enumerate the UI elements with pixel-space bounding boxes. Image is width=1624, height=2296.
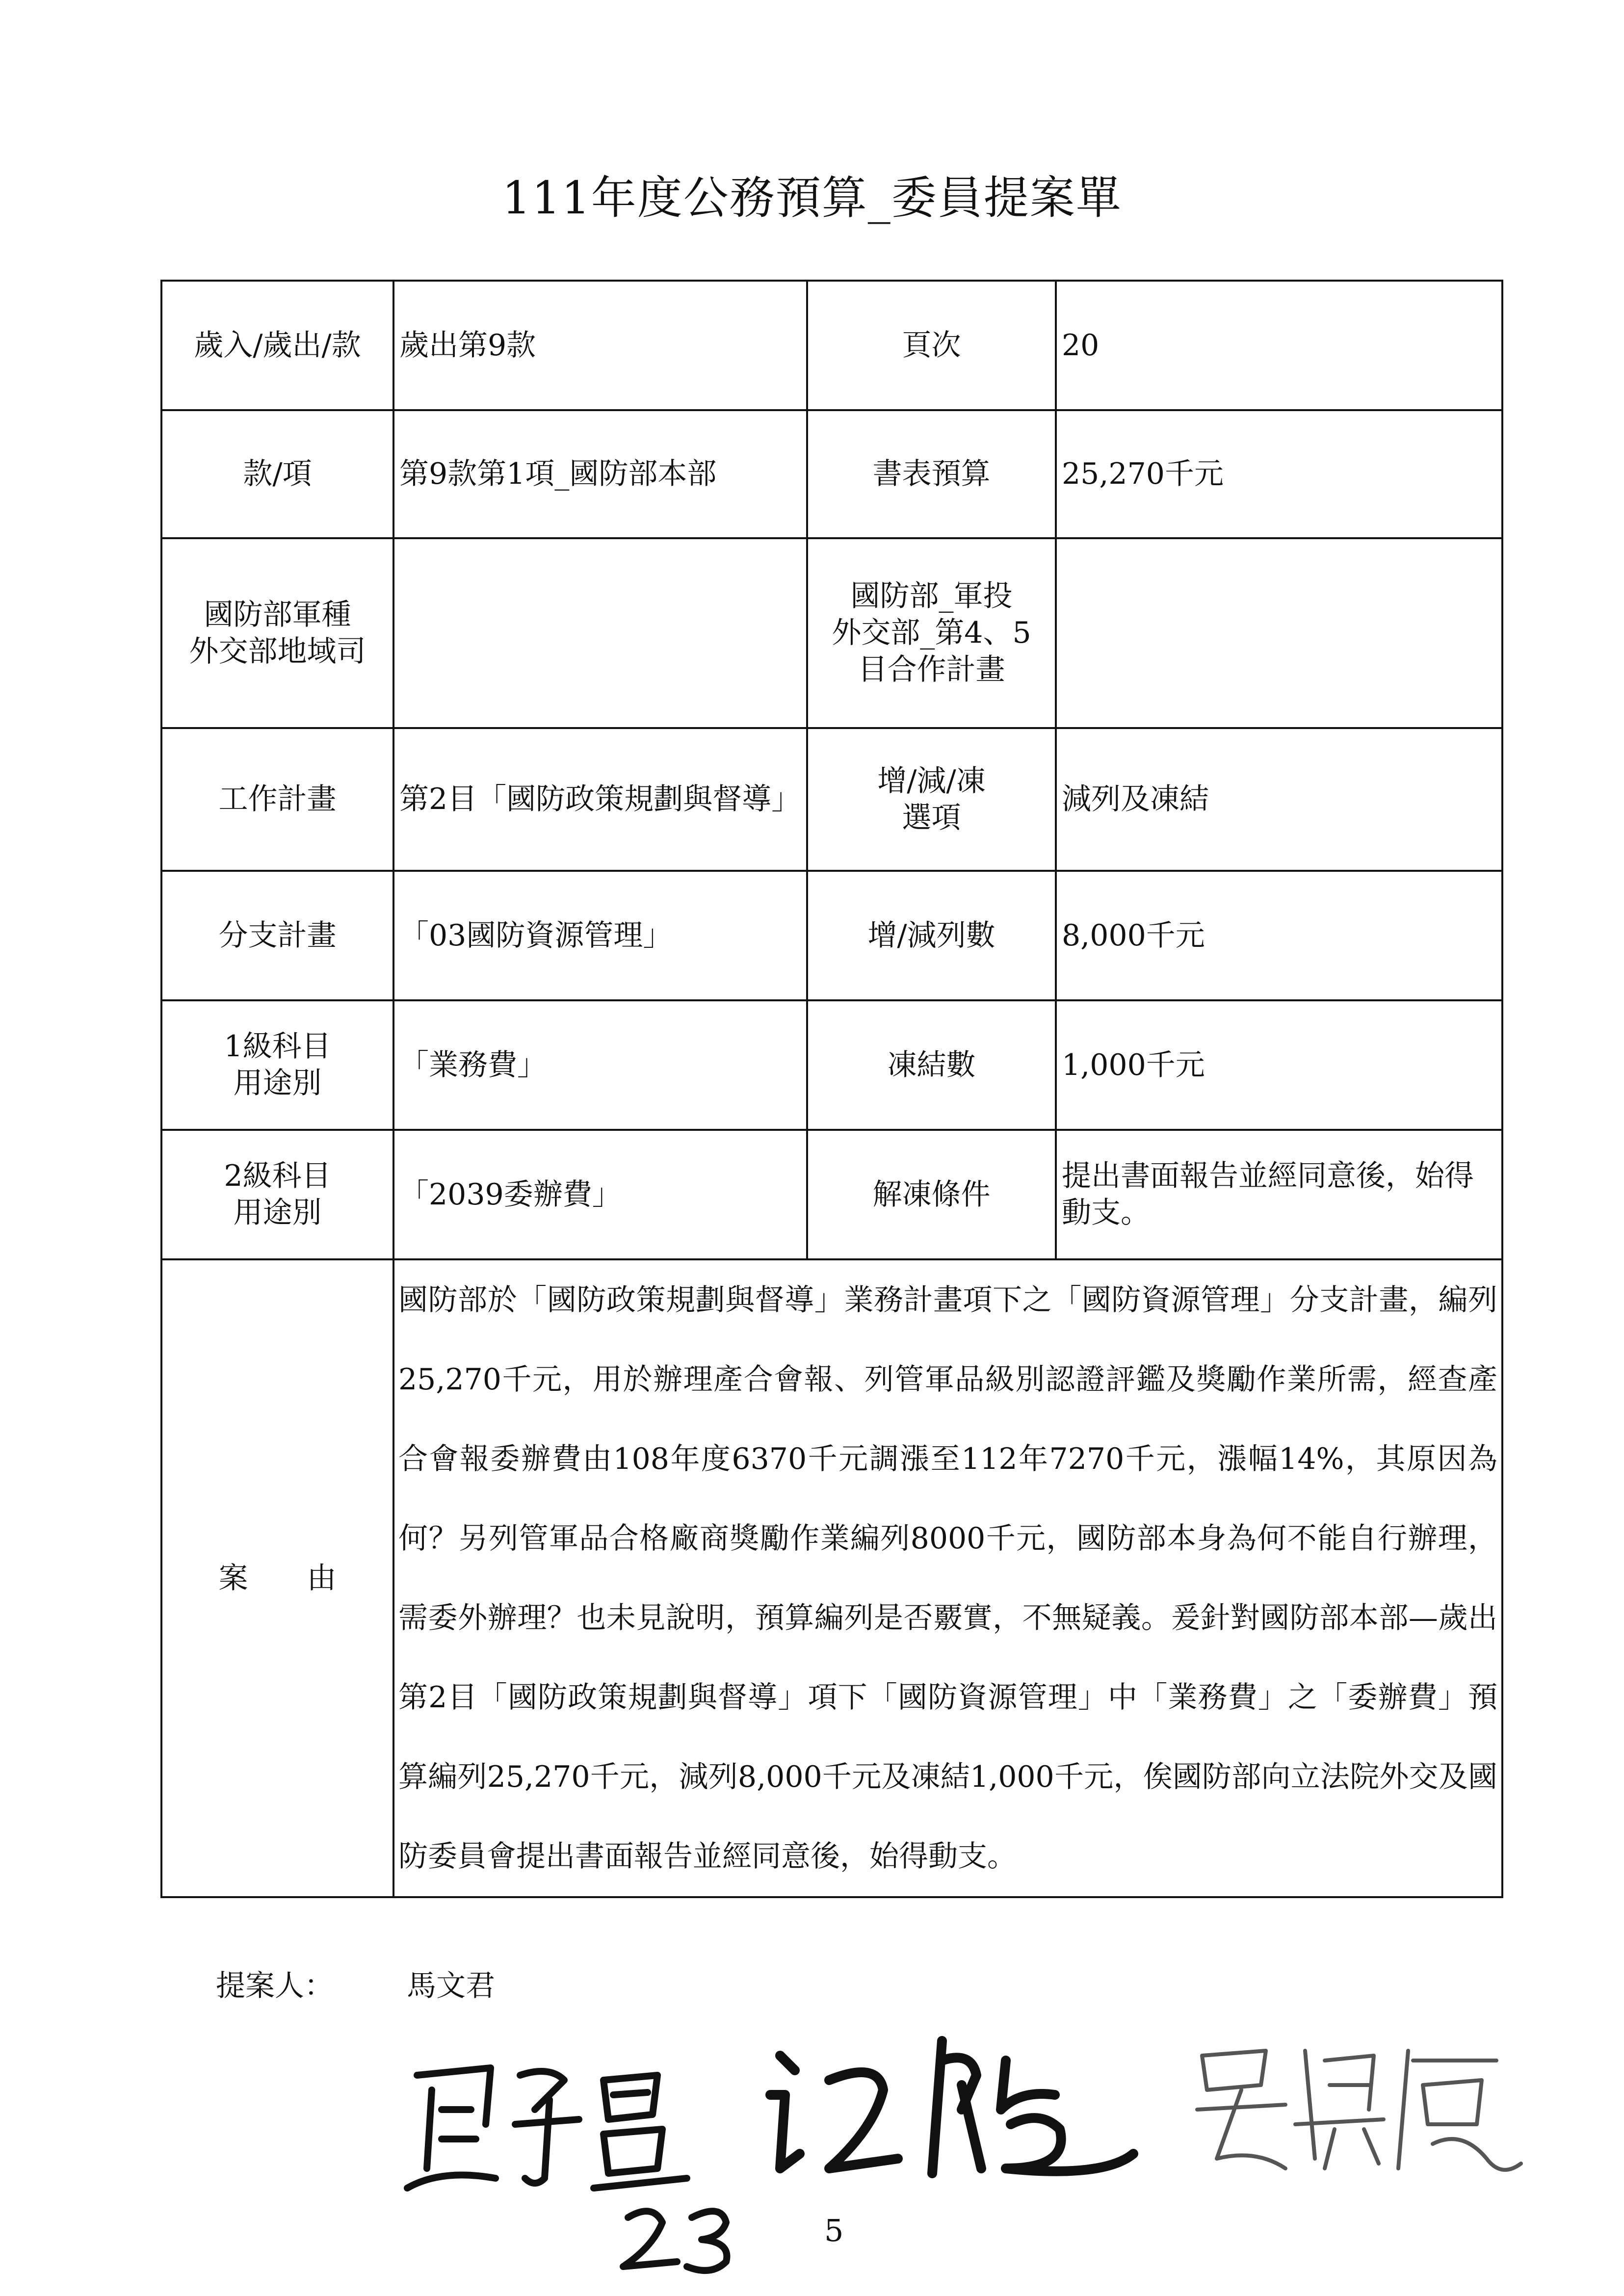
field-label: 工作計畫	[161, 728, 393, 871]
page-number: 5	[824, 2213, 844, 2248]
label-line: 增/減/凍	[877, 763, 986, 798]
field-label: 書表預算	[807, 410, 1056, 538]
handwritten-number	[623, 2211, 727, 2270]
field-value: 1,000千元	[1056, 1000, 1502, 1130]
field-label: 增/減列數	[807, 871, 1056, 1000]
signature-3	[1197, 2051, 1521, 2170]
field-value: 減列及凍結	[1056, 728, 1502, 871]
label-line: 國防部軍種	[204, 597, 351, 632]
reason-label: 案 由	[161, 1259, 393, 1897]
label-line: 國防部_軍投	[850, 579, 1013, 613]
field-value: 第9款第1項_國防部本部	[393, 410, 807, 538]
field-label: 凍結數	[807, 1000, 1056, 1130]
label-line: 外交部地域司	[189, 634, 366, 669]
signature-2	[770, 2041, 1133, 2173]
label-line: 2級科目	[224, 1159, 331, 1193]
field-value: 8,000千元	[1056, 871, 1502, 1000]
field-value: 「業務費」	[393, 1000, 807, 1130]
field-value: 提出書面報告並經同意後，始得動支。	[1056, 1130, 1502, 1259]
label-line: 選項	[902, 800, 961, 835]
document-title: 111年度公務預算_委員提案單	[502, 172, 1122, 224]
proposer-name: 馬文君	[407, 1969, 496, 2003]
label-line: 1級科目	[224, 1029, 331, 1064]
field-value: 第2目「國防政策規劃與督導」	[393, 728, 807, 871]
label-line: 外交部_第4、5	[832, 616, 1031, 650]
field-label: 款/項	[161, 410, 393, 538]
label-line: 目合作計畫	[858, 652, 1005, 687]
field-label: 解凍條件	[807, 1130, 1056, 1259]
field-value: 「2039委辦費」	[393, 1130, 807, 1259]
field-label: 分支計畫	[161, 871, 393, 1000]
field-label: 頁次	[807, 281, 1056, 410]
field-value: 歲出第9款	[393, 281, 807, 410]
label-line: 用途別	[233, 1066, 322, 1100]
field-label: 歲入/歲出/款	[161, 281, 393, 410]
signature-1	[407, 2068, 687, 2188]
label-line: 用途別	[233, 1196, 322, 1230]
proposer-label: 提案人：	[216, 1969, 334, 2003]
field-value: 「03國防資源管理」	[393, 871, 807, 1000]
reason-text: 國防部於「國防政策規劃與督導」業務計畫項下之「國防資源管理」分支計畫，編列25,270千元，用於辦理產合會報、列管軍品級別認證評鑑及獎勵作業所需，經查產合會報委辦費由108年度6370千元調漲至112年7270千元，漲幅14%，其原因為何？另列管軍品合格廠商獎勵作業編列8000千元，國防部本身為何不能自行辦理，需委外辦理？也未見說明，預算編列是否覈實，不無疑義。爰針對國防部本部—歲出第2目「國防政策規劃與督導」項下「國防資源管理」中「業務費」之「委辦費」預算編列25,270千元，減列8,000千元及凍結1,000千元，俟國防部向立法院外交及國防委員會提出書面報告並經同意後，始得動支。	[393, 1259, 1502, 1897]
field-value: 20	[1056, 281, 1502, 410]
field-value: 25,270千元	[1056, 410, 1502, 538]
